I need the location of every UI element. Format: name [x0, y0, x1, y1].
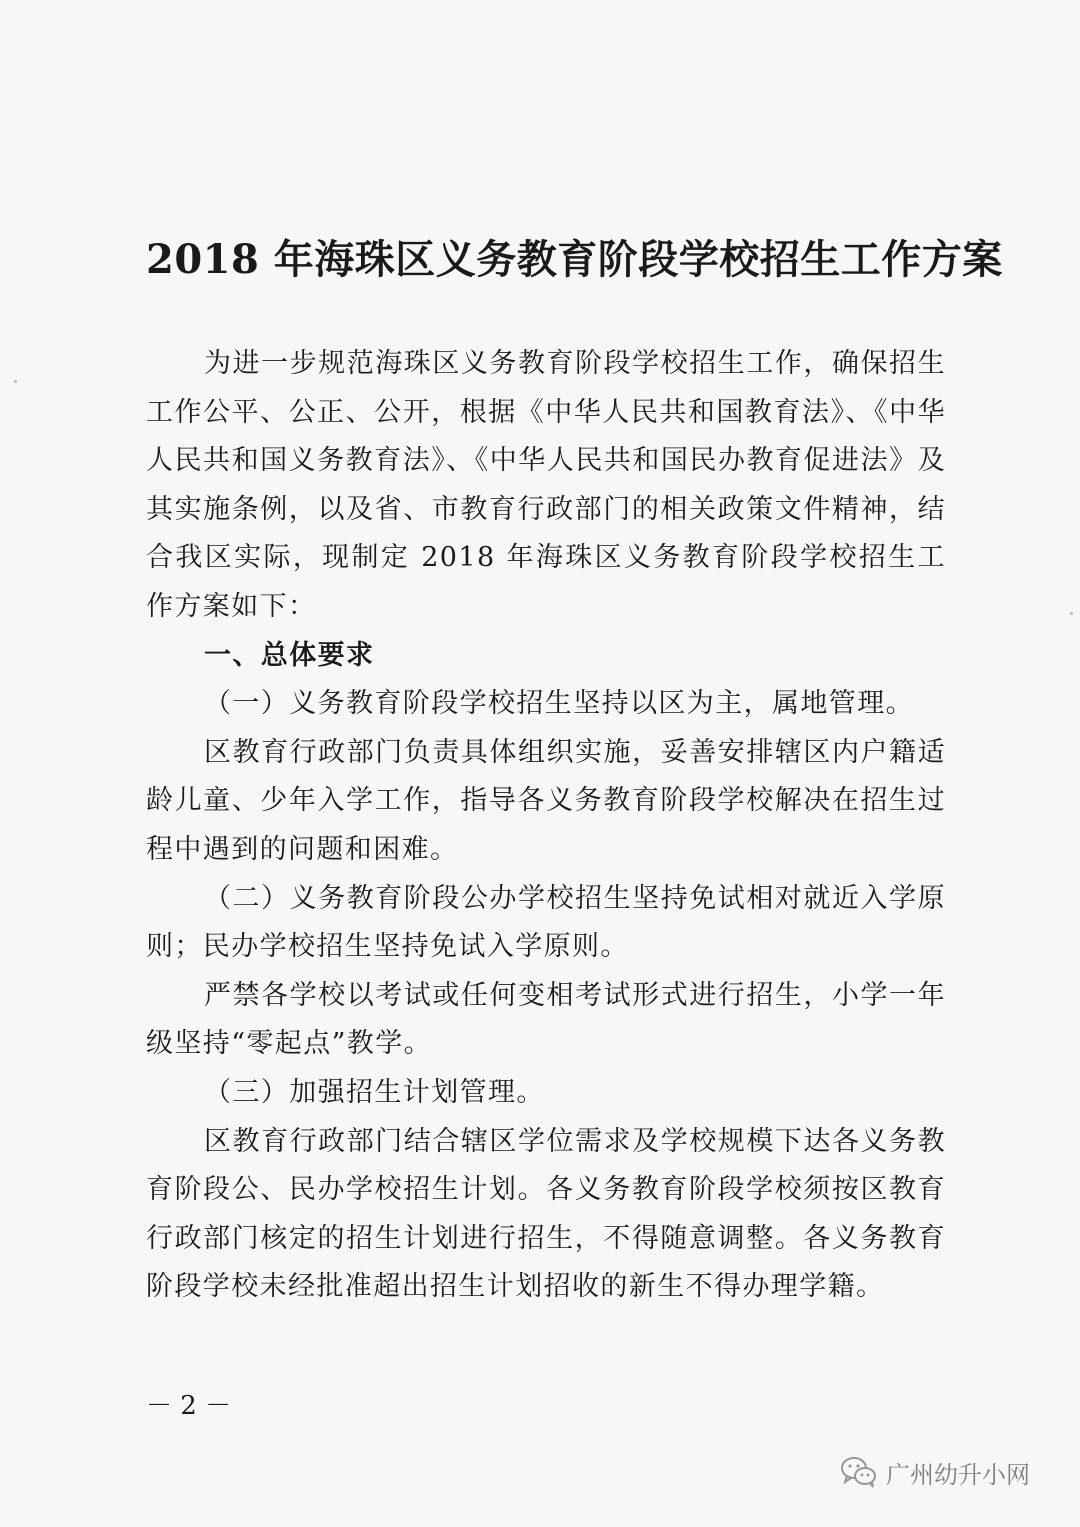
- scan-speck: [14, 380, 17, 383]
- document-title: 2018 年海珠区义务教育阶段学校招生工作方案: [146, 236, 1003, 283]
- paragraph-intro: 为进一步规范海珠区义务教育阶段学校招生工作，确保招生工作公平、公正、公开，根据《中华人民共和国教育法》、《中华人民共和国义务教育法》、《中华人民共和国民办教育促进法》及其实施条例，以及省、市教育行政部门的相关政策文件精神，结合我区实际，现制定 2018 年海珠区义务教育阶段学校招生工作方案如下：: [146, 348, 946, 622]
- wechat-icon: [840, 1455, 878, 1489]
- paragraph-item-2-detail: 严禁各学校以考试或任何变相考试形式进行招生，小学一年级坚持“零起点”教学。: [146, 979, 946, 1060]
- watermark-text: 广州幼升小网: [886, 1460, 1030, 1489]
- section-heading-general-requirements: 一、总体要求: [204, 639, 375, 671]
- paragraph-item-2: （二）义务教育阶段公办学校招生坚持免试相对就近入学原则；民办学校招生坚持免试入学原则。: [146, 882, 946, 963]
- paragraph-item-1: （一）义务教育阶段学校招生坚持以区为主，属地管理。: [204, 688, 914, 720]
- paragraph-item-3-detail: 区教育行政部门结合辖区学位需求及学校规模下达各义务教育阶段公、民办学校招生计划。各义务教育阶段学校须按区教育行政部门核定的招生计划进行招生，不得随意调整。各义务教育阶段学校未经批准超出招生计划招收的新生不得办理学籍。: [146, 1125, 946, 1303]
- paragraph-item-3: （三）加强招生计划管理。: [204, 1076, 545, 1108]
- document-body: [146, 340, 946, 1312]
- page-number: － 2 －: [146, 1391, 232, 1421]
- scan-speck: [1070, 612, 1073, 615]
- paragraph-item-1-detail: 区教育行政部门负责具体组织实施，妥善安排辖区内户籍适龄儿童、少年入学工作，指导各义务教育阶段学校解决在招生过程中遇到的问题和困难。: [146, 736, 946, 865]
- watermark: [840, 1452, 1030, 1492]
